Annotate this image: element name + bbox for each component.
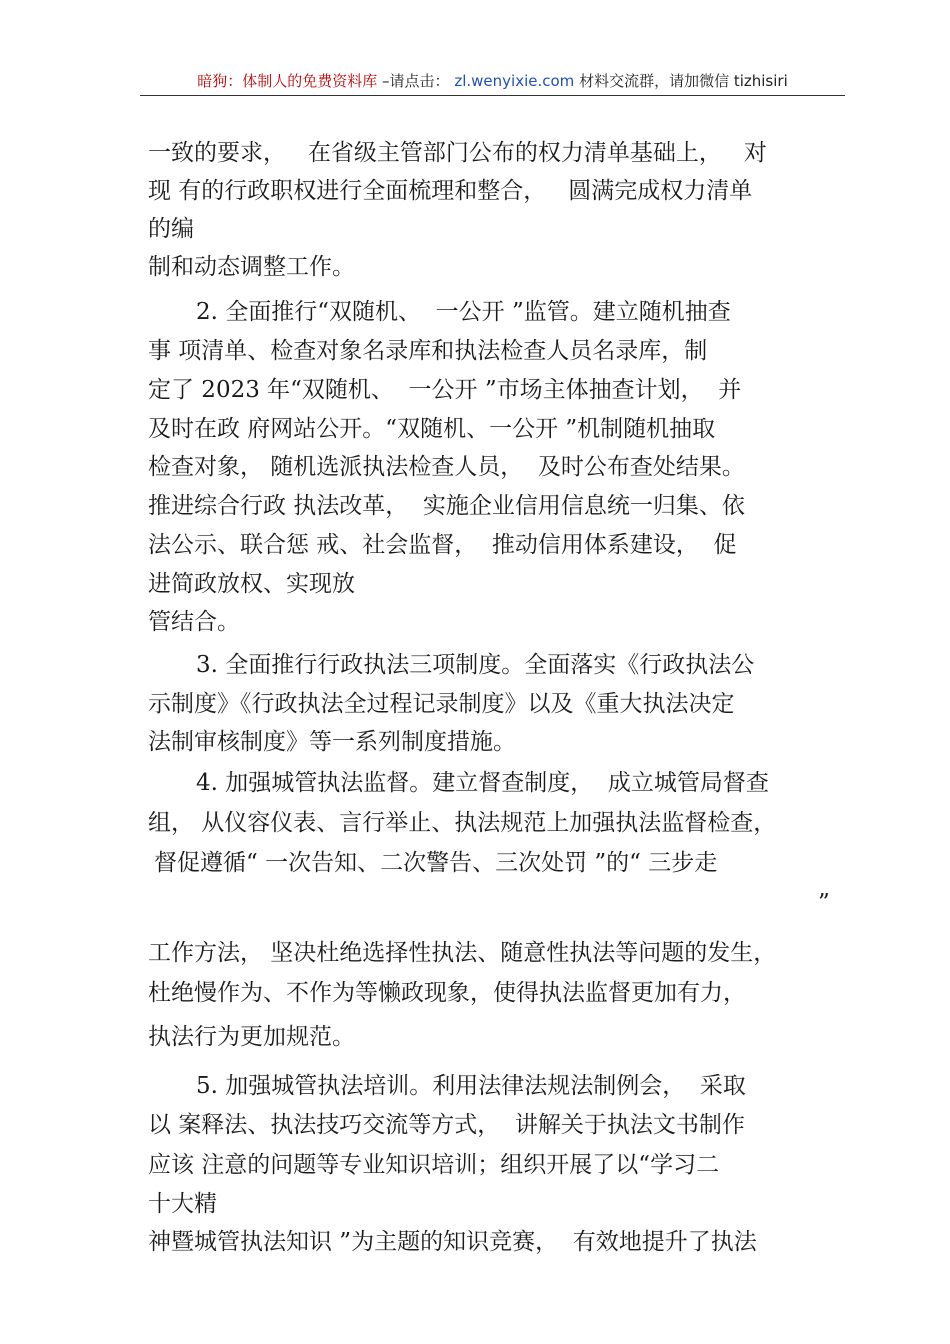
text-line: 法公示、联合惩 戒、社会监督， 推动信用体系建设， 促	[148, 532, 737, 558]
text-line: 5. 加强城管执法培训。利用法律法规法制例会， 采取	[196, 1073, 746, 1099]
text-line: 推进综合行政 执法改革， 实施企业信用信息统一归集、依	[148, 493, 745, 519]
text-line: 神暨城管执法知识 ”为主题的知识竞赛， 有效地提升了执法	[148, 1229, 757, 1255]
header-note: 材料交流群，请加微信 tizhisiri	[579, 72, 788, 90]
text-line: 示制度》《行政执法全过程记录制度》以及《重大执法决定	[148, 691, 735, 717]
text-line: ”	[818, 890, 830, 916]
text-line: 执法行为更加规范。	[148, 1024, 355, 1050]
text-line: 管结合。	[148, 609, 240, 635]
text-line: 检查对象， 随机选派执法检查人员， 及时公布查处结果。	[148, 454, 745, 480]
text-line: 督促遵循“ 一次告知、二次警告、三次处罚 ”的“ 三步走	[154, 850, 718, 876]
header-brand: 暗狗：体制人的免费资料库	[197, 72, 378, 90]
text-line: 法制审核制度》等一系列制度措施。	[148, 729, 516, 755]
text-line: 组， 从仪容仪表、言行举止、执法规范上加强执法监督检查，	[148, 810, 777, 836]
text-line: 现 有的行政职权进行全面梳理和整合， 圆满完成权力清单	[148, 178, 753, 204]
text-line: 以 案释法、执法技巧交流等方式， 讲解关于执法文书制作	[148, 1112, 745, 1138]
text-line: 一致的要求， 在省级主管部门公布的权力清单基础上， 对	[148, 140, 767, 166]
text-line: 十大精	[148, 1191, 217, 1217]
text-line: 进简政放权、实现放	[148, 571, 355, 597]
text-line: 及时在政 府网站公开。“双随机、一公开 ”机制随机抽取	[148, 416, 716, 442]
text-line: 事 项清单、检查对象名录库和执法检查人员名录库，制	[148, 338, 708, 364]
text-line: 应该 注意的问题等专业知识培训；组织开展了以“学习二	[148, 1152, 720, 1178]
page-header	[140, 70, 845, 96]
text-line: 3. 全面推行行政执法三项制度。全面落实《行政执法公	[196, 652, 755, 678]
text-line: 4. 加强城管执法监督。建立督查制度， 成立城管局督查	[196, 770, 769, 796]
text-line: 定了 2023 年“双随机、 一公开 ”市场主体抽查计划， 并	[148, 377, 742, 403]
text-line: 制和动态调整工作。	[148, 254, 355, 280]
header-prompt: –请点击：	[382, 72, 450, 90]
text-line: 杜绝慢作为、不作为等懒政现象，使得执法监督更加有力，	[148, 980, 746, 1006]
text-line: 工作方法， 坚决杜绝选择性执法、随意性执法等问题的发生，	[148, 940, 777, 966]
text-line: 2. 全面推行“双随机、 一公开 ”监管。建立随机抽查	[196, 299, 731, 325]
text-line: 的编	[148, 216, 194, 242]
header-link[interactable]: zl.wenyixie.com	[454, 72, 575, 90]
